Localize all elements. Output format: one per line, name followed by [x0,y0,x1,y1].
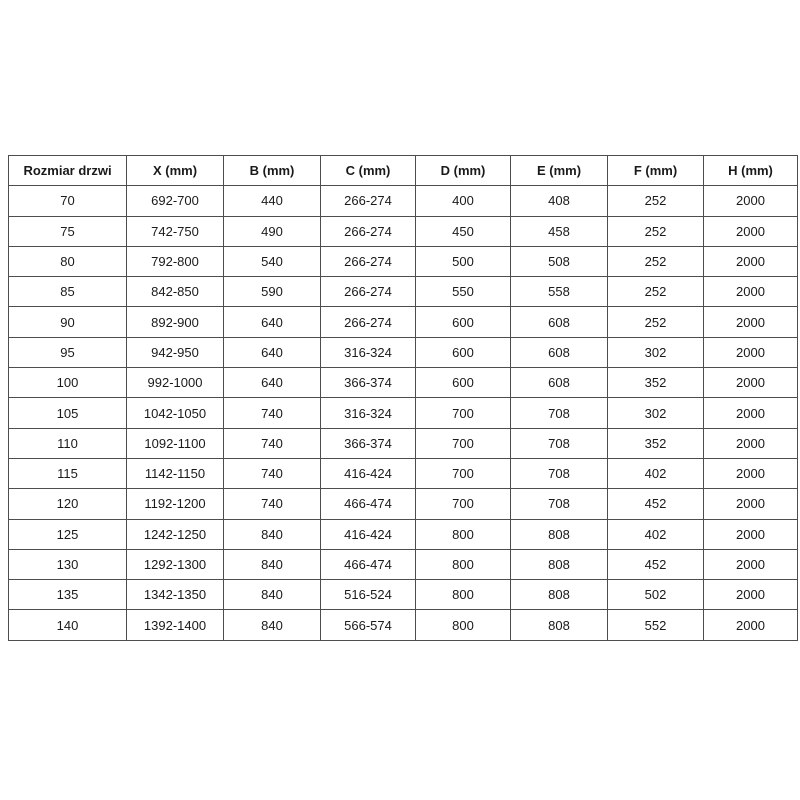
table-cell: 740 [224,428,321,458]
table-header-row [9,156,798,186]
table-cell: 352 [608,428,704,458]
table-row [9,580,798,610]
door-size-spec-table [8,155,798,641]
table-row [9,398,798,428]
table-cell: 808 [511,519,608,549]
table-cell: 452 [608,489,704,519]
table-cell: 1292-1300 [127,549,224,579]
table-cell: 2000 [704,216,798,246]
column-header: C (mm) [321,156,416,186]
table-cell: 608 [511,337,608,367]
table-cell: 840 [224,580,321,610]
table-cell: 2000 [704,580,798,610]
table-cell: 416-424 [321,458,416,488]
table-cell: 708 [511,458,608,488]
table-cell: 708 [511,398,608,428]
table-cell: 440 [224,186,321,216]
table-cell: 450 [416,216,511,246]
table-row [9,277,798,307]
table-cell: 416-424 [321,519,416,549]
table-cell: 842-850 [127,277,224,307]
table-cell: 800 [416,519,511,549]
table-cell: 316-324 [321,398,416,428]
table-cell: 508 [511,246,608,276]
table-cell: 500 [416,246,511,276]
row-size-cell: 115 [9,458,127,488]
table-row [9,337,798,367]
table-cell: 366-374 [321,368,416,398]
table-cell: 840 [224,519,321,549]
table-cell: 700 [416,458,511,488]
table-cell: 2000 [704,368,798,398]
table-row [9,489,798,519]
table-cell: 452 [608,549,704,579]
table-row [9,368,798,398]
table-cell: 266-274 [321,216,416,246]
table-cell: 740 [224,398,321,428]
table-cell: 2000 [704,307,798,337]
table-cell: 566-574 [321,610,416,640]
row-size-cell: 120 [9,489,127,519]
table-cell: 540 [224,246,321,276]
table-cell: 840 [224,610,321,640]
table-cell: 316-324 [321,337,416,367]
table-cell: 2000 [704,398,798,428]
table-row [9,307,798,337]
table-cell: 366-374 [321,428,416,458]
table-row [9,216,798,246]
column-header: D (mm) [416,156,511,186]
table-cell: 2000 [704,337,798,367]
row-size-cell: 130 [9,549,127,579]
table-row [9,186,798,216]
table-cell: 266-274 [321,277,416,307]
table-cell: 458 [511,216,608,246]
table-cell: 1142-1150 [127,458,224,488]
row-size-cell: 75 [9,216,127,246]
table-cell: 2000 [704,458,798,488]
table-cell: 708 [511,489,608,519]
table-cell: 590 [224,277,321,307]
table-cell: 552 [608,610,704,640]
table-cell: 400 [416,186,511,216]
table-cell: 640 [224,307,321,337]
table-cell: 640 [224,337,321,367]
table-cell: 2000 [704,489,798,519]
table-cell: 2000 [704,246,798,276]
table-cell: 700 [416,428,511,458]
table-cell: 600 [416,337,511,367]
table-cell: 252 [608,216,704,246]
table-cell: 992-1000 [127,368,224,398]
table-cell: 302 [608,398,704,428]
table-cell: 408 [511,186,608,216]
table-cell: 740 [224,489,321,519]
row-size-cell: 110 [9,428,127,458]
table-cell: 2000 [704,549,798,579]
table-cell: 266-274 [321,186,416,216]
row-size-cell: 80 [9,246,127,276]
table-cell: 252 [608,307,704,337]
row-size-cell: 105 [9,398,127,428]
table-cell: 1092-1100 [127,428,224,458]
table-row [9,549,798,579]
column-header: Rozmiar drzwi [9,156,127,186]
table-cell: 1342-1350 [127,580,224,610]
table-cell: 2000 [704,186,798,216]
table-cell: 402 [608,458,704,488]
table-cell: 266-274 [321,307,416,337]
row-size-cell: 90 [9,307,127,337]
table-row [9,428,798,458]
table-cell: 608 [511,307,608,337]
table-cell: 700 [416,398,511,428]
column-header: H (mm) [704,156,798,186]
table-cell: 700 [416,489,511,519]
table-cell: 600 [416,307,511,337]
row-size-cell: 125 [9,519,127,549]
table-cell: 1042-1050 [127,398,224,428]
table-cell: 792-800 [127,246,224,276]
table-cell: 892-900 [127,307,224,337]
table-cell: 1192-1200 [127,489,224,519]
table-cell: 2000 [704,610,798,640]
table-cell: 402 [608,519,704,549]
table-cell: 800 [416,549,511,579]
table-row [9,458,798,488]
table-row [9,519,798,549]
column-header: X (mm) [127,156,224,186]
table-cell: 2000 [704,519,798,549]
row-size-cell: 95 [9,337,127,367]
table-cell: 808 [511,549,608,579]
row-size-cell: 70 [9,186,127,216]
table-cell: 942-950 [127,337,224,367]
table-cell: 2000 [704,428,798,458]
table-cell: 252 [608,186,704,216]
table-cell: 640 [224,368,321,398]
table-cell: 266-274 [321,246,416,276]
table-cell: 302 [608,337,704,367]
table-cell: 252 [608,246,704,276]
row-size-cell: 135 [9,580,127,610]
table-cell: 558 [511,277,608,307]
table-cell: 600 [416,368,511,398]
table-cell: 800 [416,610,511,640]
row-size-cell: 140 [9,610,127,640]
table-cell: 1392-1400 [127,610,224,640]
table-cell: 1242-1250 [127,519,224,549]
row-size-cell: 85 [9,277,127,307]
table-cell: 490 [224,216,321,246]
table-row [9,610,798,640]
table-cell: 742-750 [127,216,224,246]
table-cell: 808 [511,610,608,640]
table-row [9,246,798,276]
table-cell: 252 [608,277,704,307]
table-cell: 800 [416,580,511,610]
table-cell: 692-700 [127,186,224,216]
table-cell: 2000 [704,277,798,307]
column-header: B (mm) [224,156,321,186]
table-cell: 840 [224,549,321,579]
table-cell: 740 [224,458,321,488]
table-cell: 502 [608,580,704,610]
table-cell: 808 [511,580,608,610]
table-cell: 608 [511,368,608,398]
row-size-cell: 100 [9,368,127,398]
column-header: E (mm) [511,156,608,186]
column-header: F (mm) [608,156,704,186]
table-cell: 708 [511,428,608,458]
table-cell: 516-524 [321,580,416,610]
door-size-spec-table-container [8,155,797,641]
table-cell: 352 [608,368,704,398]
table-cell: 466-474 [321,489,416,519]
table-cell: 466-474 [321,549,416,579]
table-cell: 550 [416,277,511,307]
